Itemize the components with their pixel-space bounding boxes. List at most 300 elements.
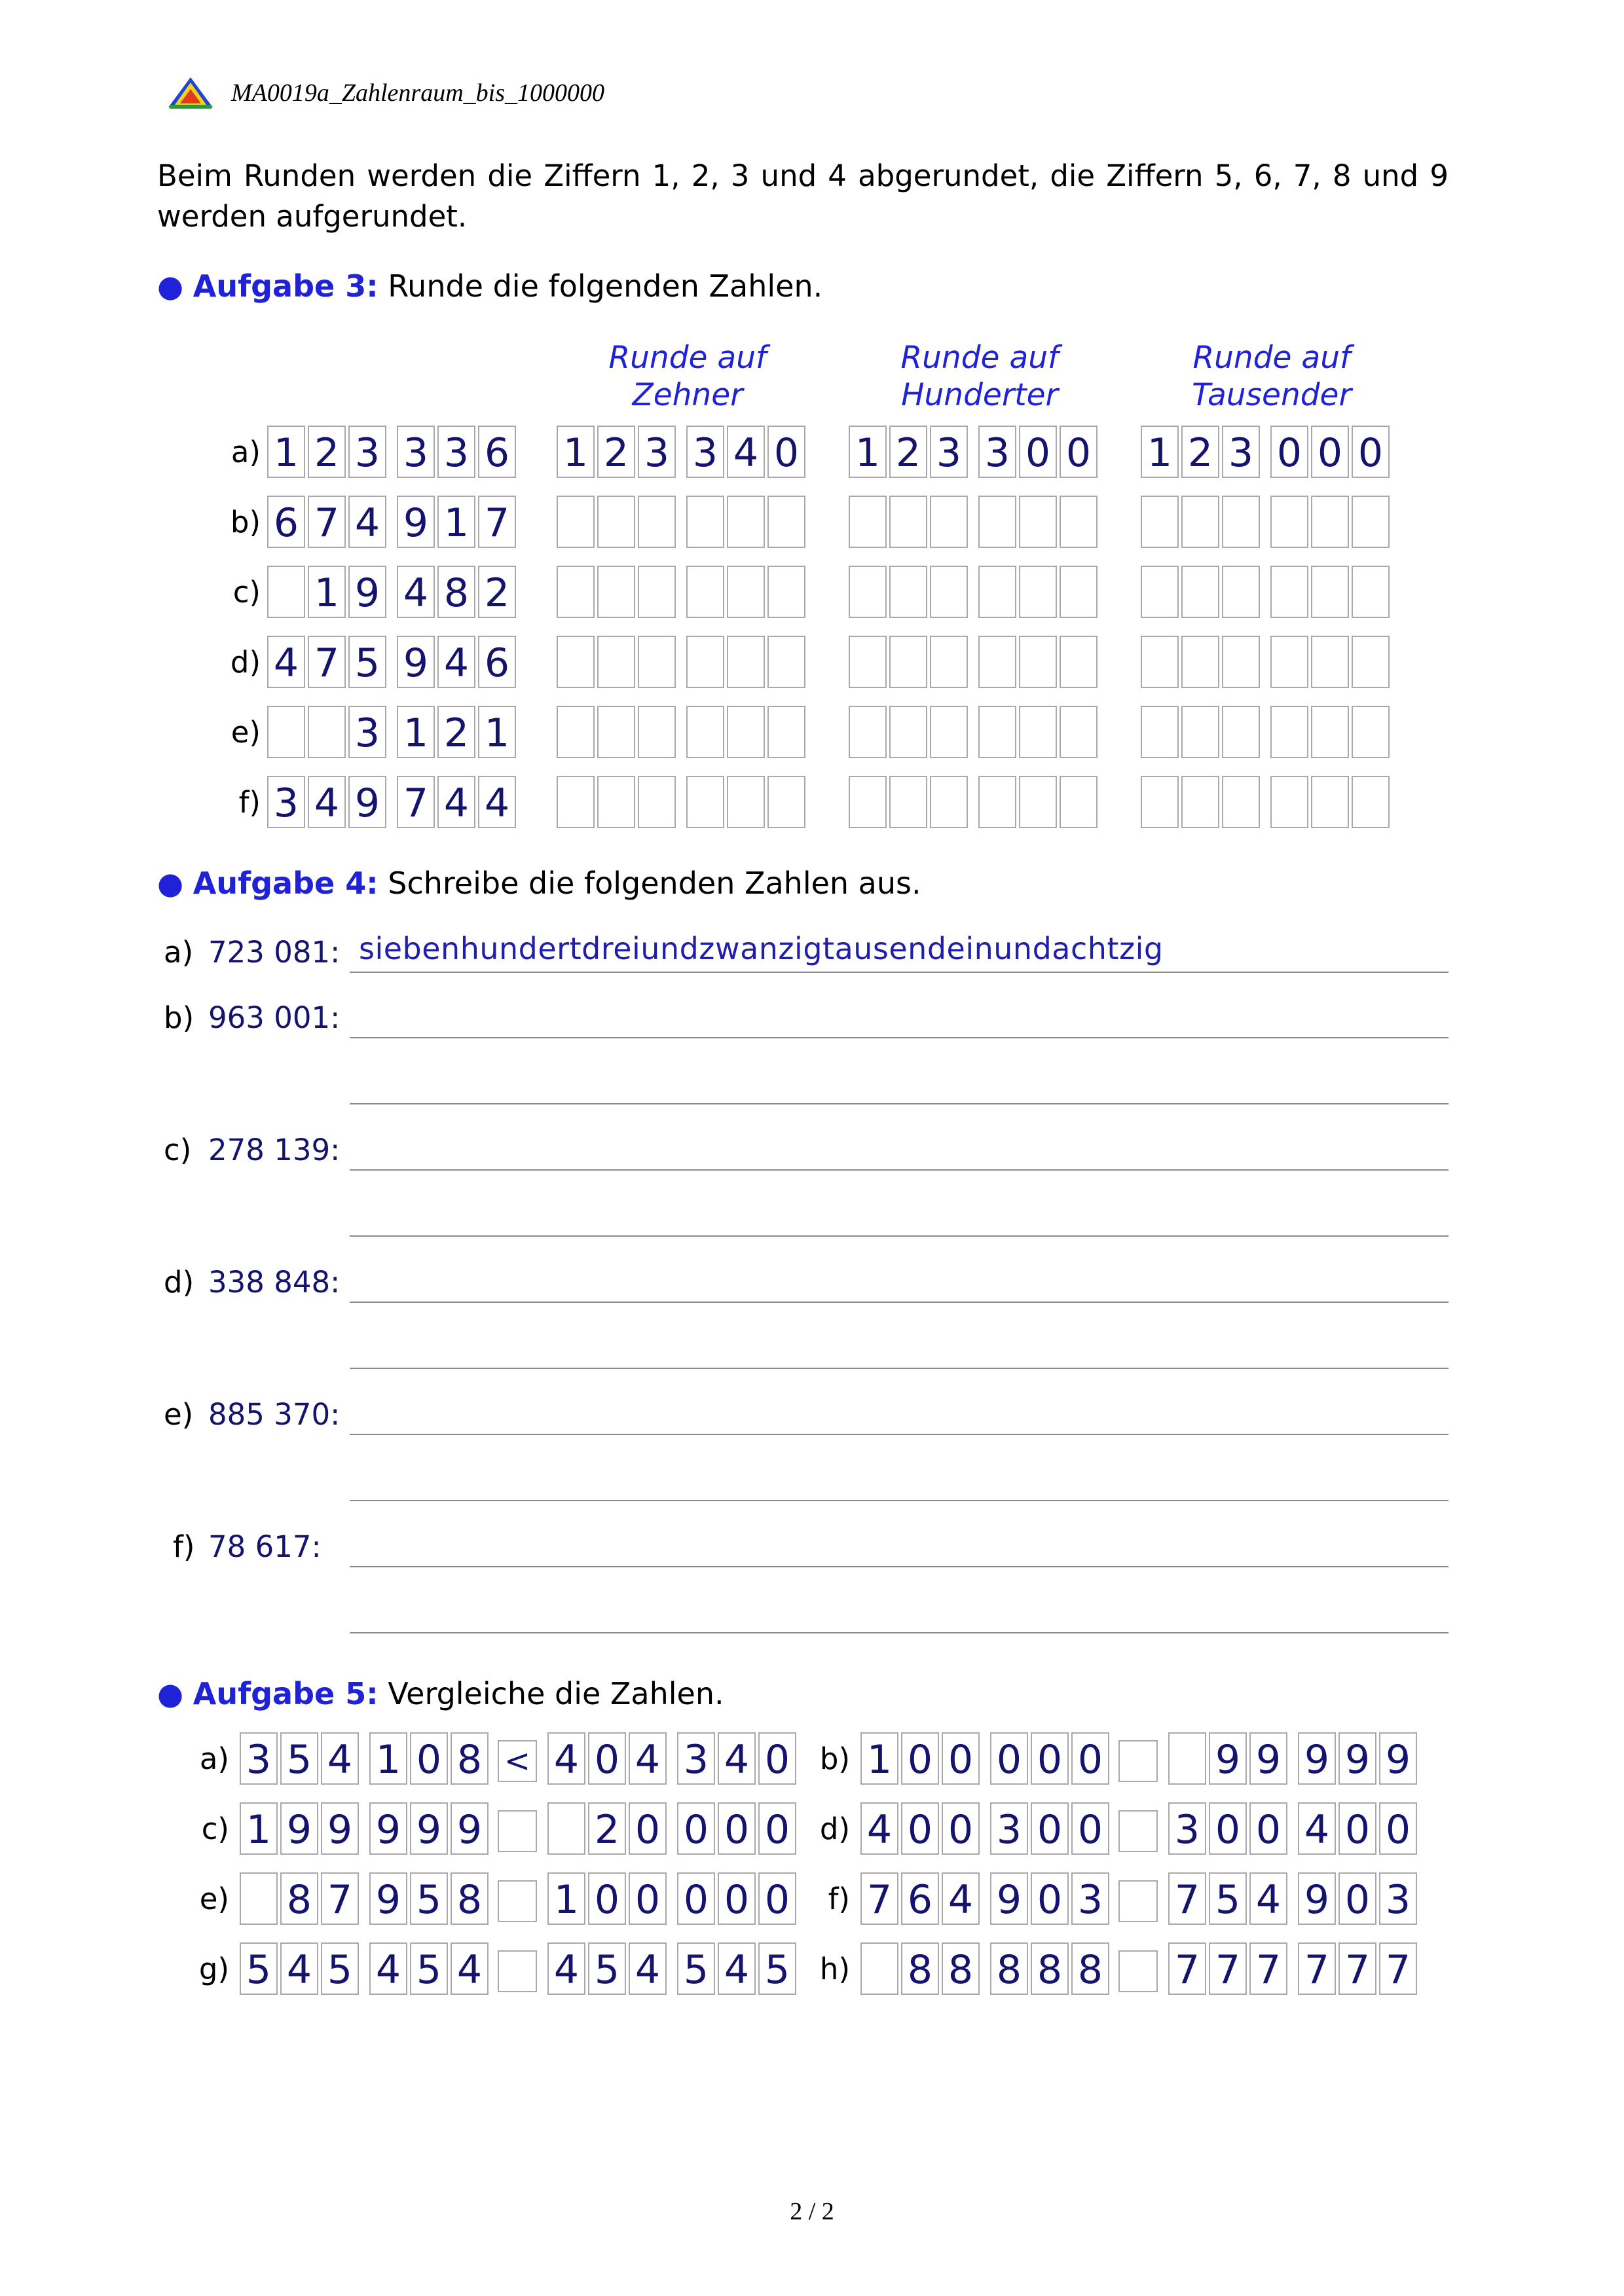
task3-zehner-digit-cell[interactable] — [767, 636, 805, 688]
task5-left-digit-cell: 4 — [451, 1942, 489, 1995]
task3-hunderter-digit-cell[interactable] — [978, 496, 1016, 548]
task4-row-label: b) — [164, 1000, 194, 1035]
task3-tausender-digit-cell[interactable] — [1270, 636, 1308, 688]
task3-tausender-digit-cell[interactable] — [1141, 566, 1179, 618]
task3-zehner-digit-cell[interactable]: 2 — [597, 426, 635, 478]
task3-zehner-digit-cell[interactable] — [597, 496, 635, 548]
task3-tausender-digit-cell[interactable] — [1181, 706, 1219, 758]
task3-hunderter-digit-cell[interactable] — [978, 776, 1016, 828]
task3-bullet: ● — [157, 268, 184, 304]
task3-zehner-digit-cell[interactable] — [638, 706, 676, 758]
task3-tausender-digit-cell[interactable] — [1222, 636, 1260, 688]
task3-tausender-digit-cell[interactable]: 2 — [1181, 426, 1219, 478]
task3-zehner-digit-cell[interactable] — [727, 636, 765, 688]
task5-left-digit-cell: 8 — [901, 1942, 939, 1995]
task3-hunderter-digit-cell[interactable] — [1060, 566, 1098, 618]
task4-row-label: f) — [173, 1529, 195, 1564]
task5-left-digit-cell: 9 — [990, 1872, 1028, 1925]
task3-tausender-digit-cell[interactable] — [1181, 566, 1219, 618]
task5-row-label: h) — [819, 1952, 850, 1986]
task3-given-digit-cell: 2 — [308, 426, 346, 478]
task4-write-line[interactable] — [350, 1103, 1449, 1104]
task3-hunderter-digit-cell[interactable] — [849, 776, 887, 828]
task5-left-digit-cell: 0 — [942, 1802, 980, 1855]
task3-hunderter-digit-cell[interactable] — [930, 496, 968, 548]
task3-row-label: f) — [238, 785, 261, 820]
task3-zehner-digit-cell[interactable] — [727, 496, 765, 548]
task5-right-digit-cell: 3 — [1379, 1872, 1417, 1925]
task3-given-digit-cell: 2 — [437, 706, 475, 758]
task4-number: 885 370: — [208, 1397, 341, 1432]
task5-left-digit-cell: 4 — [369, 1942, 407, 1995]
task3-zehner-digit-cell[interactable] — [597, 636, 635, 688]
task3-given-digit-cell: 7 — [397, 776, 435, 828]
task5-right-digit-cell: 4 — [1298, 1802, 1336, 1855]
task3-given-digit-cell: 9 — [348, 776, 386, 828]
task4-write-line[interactable] — [350, 1632, 1449, 1633]
task5-right-digit-cell: 2 — [588, 1802, 626, 1855]
task5-right-digit-cell: 0 — [1338, 1802, 1376, 1855]
task4-number: 78 617: — [208, 1529, 322, 1564]
task5-left-digit-cell: 8 — [451, 1872, 489, 1925]
task5-left-digit-cell: 9 — [451, 1802, 489, 1855]
task3-row-label: d) — [230, 645, 261, 680]
task5-left-digit-cell: 0 — [410, 1732, 448, 1785]
task5-instruction: Vergleiche die Zahlen. — [388, 1676, 724, 1711]
task5-left-digit-cell — [860, 1942, 898, 1995]
task3-hunderter-digit-cell[interactable] — [1019, 636, 1057, 688]
task3-hunderter-digit-cell[interactable] — [978, 636, 1016, 688]
task5-right-digit-cell: 4 — [1249, 1872, 1287, 1925]
task3-given-digit-cell: 3 — [437, 426, 475, 478]
task5-right-digit-cell: 7 — [1298, 1942, 1336, 1995]
task5-sign-box[interactable] — [1118, 1810, 1158, 1852]
task5-right-digit-cell: 0 — [718, 1802, 756, 1855]
task4-number: 338 848: — [208, 1265, 341, 1300]
task3-zehner-digit-cell[interactable] — [557, 636, 595, 688]
task4-write-line[interactable] — [350, 1434, 1449, 1435]
task3-zehner-digit-cell[interactable] — [557, 496, 595, 548]
task5-sign-box[interactable] — [498, 1950, 537, 1992]
task3-zehner-digit-cell[interactable] — [557, 706, 595, 758]
task3-zehner-digit-cell[interactable] — [557, 776, 595, 828]
task3-zehner-digit-cell[interactable] — [727, 706, 765, 758]
task3-tausender-digit-cell[interactable] — [1141, 496, 1179, 548]
task4-write-line[interactable] — [350, 1235, 1449, 1237]
task5-right-digit-cell: 9 — [1298, 1872, 1336, 1925]
task5-right-digit-cell: 5 — [1209, 1872, 1247, 1925]
task5-right-digit-cell: 7 — [1379, 1942, 1417, 1995]
task3-zehner-digit-cell[interactable] — [686, 636, 724, 688]
task3-tausender-digit-cell[interactable] — [1141, 636, 1179, 688]
task3-zehner-digit-cell[interactable] — [557, 566, 595, 618]
task3-row-label: b) — [230, 505, 261, 539]
task5-right-digit-cell — [547, 1802, 585, 1855]
task5-right-digit-cell: 7 — [1168, 1942, 1206, 1995]
task3-tausender-digit-cell[interactable] — [1181, 776, 1219, 828]
task5-right-digit-cell: 0 — [629, 1872, 667, 1925]
task3-given-digit-cell: 2 — [478, 566, 516, 618]
task3-tausender-digit-cell[interactable] — [1311, 566, 1349, 618]
task5-bullet: ● — [157, 1676, 184, 1711]
task5-left-digit-cell: 0 — [1071, 1802, 1109, 1855]
task3-tausender-digit-cell[interactable]: 0 — [1311, 426, 1349, 478]
task5-right-digit-cell: 5 — [677, 1942, 715, 1995]
task3-zehner-digit-cell[interactable] — [727, 776, 765, 828]
task5-left-digit-cell: 8 — [1031, 1942, 1069, 1995]
task3-tausender-digit-cell[interactable] — [1311, 776, 1349, 828]
task5-right-digit-cell: 7 — [1249, 1942, 1287, 1995]
task4-row-label: a) — [164, 935, 194, 970]
task5-left-digit-cell: 0 — [990, 1732, 1028, 1785]
task3-given-digit-cell: 4 — [478, 776, 516, 828]
task5-left-digit-cell: 9 — [410, 1802, 448, 1855]
task3-hunderter-digit-cell[interactable]: 3 — [978, 426, 1016, 478]
task5-row-label: e) — [199, 1882, 229, 1916]
task5-right-digit-cell: 0 — [1379, 1802, 1417, 1855]
task3-tausender-digit-cell[interactable] — [1222, 776, 1260, 828]
task3-tausender-digit-cell[interactable] — [1181, 636, 1219, 688]
task3-given-digit-cell: 5 — [348, 636, 386, 688]
task3-tausender-digit-cell[interactable]: 0 — [1352, 426, 1390, 478]
task3-tausender-digit-cell[interactable]: 3 — [1222, 426, 1260, 478]
task3-zehner-digit-cell[interactable] — [638, 636, 676, 688]
task3-zehner-digit-cell[interactable]: 1 — [557, 426, 595, 478]
task3-given-digit-cell: 6 — [478, 636, 516, 688]
task5-row-label: g) — [198, 1952, 229, 1986]
task3-title — [157, 268, 822, 304]
task5-left-digit-cell: 5 — [410, 1942, 448, 1995]
task3-hunderter-digit-cell[interactable] — [849, 636, 887, 688]
task5-right-digit-cell: 0 — [629, 1802, 667, 1855]
task5-right-digit-cell: 9 — [1209, 1732, 1247, 1785]
task3-hunderter-digit-cell[interactable] — [1019, 496, 1057, 548]
task4-number: 963 001: — [208, 1000, 341, 1035]
task5-right-digit-cell: 4 — [718, 1942, 756, 1995]
task5-left-digit-cell: 9 — [369, 1872, 407, 1925]
task5-sign-box[interactable]: < — [498, 1740, 537, 1782]
task5-right-digit-cell: 0 — [1209, 1802, 1247, 1855]
task3-zehner-digit-cell[interactable] — [686, 776, 724, 828]
task3-label: Aufgabe 3: — [193, 268, 378, 304]
task3-given-digit-cell: 1 — [437, 496, 475, 548]
task3-zehner-digit-cell[interactable] — [767, 496, 805, 548]
task4-instruction: Schreibe die folgenden Zahlen aus. — [388, 866, 921, 901]
task5-sign-box[interactable] — [498, 1810, 537, 1852]
task3-given-digit-cell: 3 — [348, 706, 386, 758]
col-header-hunderter: Runde auf Hunderter — [900, 340, 1059, 413]
task5-left-digit-cell: 8 — [1071, 1942, 1109, 1995]
task3-hunderter-digit-cell[interactable] — [849, 706, 887, 758]
task3-tausender-digit-cell[interactable] — [1311, 636, 1349, 688]
task3-hunderter-digit-cell[interactable] — [1060, 706, 1098, 758]
task4-write-line[interactable] — [350, 1037, 1449, 1038]
task3-tausender-digit-cell[interactable] — [1222, 566, 1260, 618]
task3-zehner-digit-cell[interactable] — [638, 566, 676, 618]
task3-hunderter-digit-cell[interactable] — [1060, 776, 1098, 828]
task4-row-label: d) — [164, 1265, 194, 1300]
task3-zehner-digit-cell[interactable] — [686, 566, 724, 618]
col-header-zehner: Runde auf Zehner — [608, 340, 767, 413]
task3-hunderter-digit-cell[interactable]: 1 — [849, 426, 887, 478]
task3-tausender-digit-cell[interactable] — [1352, 776, 1390, 828]
task5-right-digit-cell: 4 — [547, 1942, 585, 1995]
task3-tausender-digit-cell[interactable] — [1222, 496, 1260, 548]
page-number: 2 / 2 — [790, 2198, 834, 2225]
task5-left-digit-cell: 0 — [1031, 1872, 1069, 1925]
task3-tausender-digit-cell[interactable] — [1270, 566, 1308, 618]
task3-given-digit-cell: 4 — [348, 496, 386, 548]
task5-sign-box[interactable] — [498, 1880, 537, 1922]
task3-given-digit-cell: 7 — [478, 496, 516, 548]
task4-row-label: e) — [164, 1397, 194, 1432]
task3-given-digit-cell — [267, 566, 305, 618]
task5-left-digit-cell: 3 — [1071, 1872, 1109, 1925]
task4-label: Aufgabe 4: — [193, 866, 378, 901]
task3-given-digit-cell: 8 — [437, 566, 475, 618]
document-title: MA0019a_Zahlenraum_bis_1000000 — [231, 79, 604, 107]
task3-hunderter-digit-cell[interactable] — [1060, 496, 1098, 548]
task5-right-digit-cell: 0 — [1249, 1802, 1287, 1855]
task3-given-digit-cell: 6 — [478, 426, 516, 478]
task3-hunderter-digit-cell[interactable]: 0 — [1019, 426, 1057, 478]
task3-zehner-digit-cell[interactable]: 3 — [686, 426, 724, 478]
task3-given-digit-cell: 1 — [478, 706, 516, 758]
task5-left-digit-cell: 0 — [942, 1732, 980, 1785]
task3-zehner-digit-cell[interactable] — [638, 776, 676, 828]
task5-left-digit-cell: 4 — [860, 1802, 898, 1855]
task3-hunderter-digit-cell[interactable] — [1019, 776, 1057, 828]
task3-hunderter-digit-cell[interactable] — [849, 566, 887, 618]
task3-given-digit-cell: 1 — [267, 426, 305, 478]
task5-right-digit-cell: 0 — [588, 1872, 626, 1925]
task3-zehner-digit-cell[interactable] — [727, 566, 765, 618]
task3-tausender-digit-cell[interactable] — [1311, 496, 1349, 548]
task3-given-digit-cell: 1 — [397, 706, 435, 758]
task3-hunderter-digit-cell[interactable] — [849, 496, 887, 548]
task5-left-digit-cell: 7 — [860, 1872, 898, 1925]
task5-left-digit-cell: 6 — [901, 1872, 939, 1925]
task5-right-digit-cell — [1168, 1732, 1206, 1785]
task5-right-digit-cell: 1 — [547, 1872, 585, 1925]
task3-zehner-digit-cell[interactable] — [686, 496, 724, 548]
task5-left-digit-cell: 9 — [369, 1802, 407, 1855]
task3-given-digit-cell: 4 — [397, 566, 435, 618]
task5-left-digit-cell: 4 — [280, 1942, 318, 1995]
task5-left-digit-cell: 4 — [942, 1872, 980, 1925]
task5-right-digit-cell: 0 — [588, 1732, 626, 1785]
task3-given-digit-cell: 7 — [308, 496, 346, 548]
task3-zehner-digit-cell[interactable]: 4 — [727, 426, 765, 478]
task3-tausender-digit-cell[interactable] — [1141, 706, 1179, 758]
task3-given-digit-cell: 3 — [397, 426, 435, 478]
task3-given-digit-cell: 6 — [267, 496, 305, 548]
task5-left-digit-cell: 8 — [990, 1942, 1028, 1995]
task5-right-digit-cell: 9 — [1249, 1732, 1287, 1785]
task3-tausender-digit-cell[interactable] — [1222, 706, 1260, 758]
task5-left-digit-cell: 8 — [451, 1732, 489, 1785]
task5-left-digit-cell: 0 — [1071, 1732, 1109, 1785]
task3-hunderter-digit-cell[interactable] — [930, 776, 968, 828]
task5-left-digit-cell: 5 — [280, 1732, 318, 1785]
task4-row-label: c) — [164, 1133, 192, 1167]
task5-left-digit-cell: 9 — [280, 1802, 318, 1855]
task5-sign-box[interactable] — [1118, 1880, 1158, 1922]
task3-given-digit-cell: 4 — [267, 636, 305, 688]
task4-number: 723 081: — [208, 935, 341, 970]
task5-left-digit-cell: 0 — [1031, 1802, 1069, 1855]
task5-right-digit-cell: 5 — [588, 1942, 626, 1995]
task4-write-line[interactable] — [350, 972, 1449, 973]
task5-left-digit-cell: 5 — [410, 1872, 448, 1925]
task3-hunderter-digit-cell[interactable] — [1060, 636, 1098, 688]
task3-given-digit-cell: 7 — [308, 636, 346, 688]
task4-title — [157, 866, 921, 901]
task3-hunderter-digit-cell[interactable]: 2 — [889, 426, 927, 478]
task3-hunderter-digit-cell[interactable] — [978, 706, 1016, 758]
task3-hunderter-digit-cell[interactable] — [889, 706, 927, 758]
task3-tausender-digit-cell[interactable] — [1270, 496, 1308, 548]
task5-left-digit-cell: 0 — [1031, 1732, 1069, 1785]
task3-tausender-digit-cell[interactable] — [1352, 706, 1390, 758]
task3-hunderter-digit-cell[interactable] — [889, 566, 927, 618]
task3-zehner-digit-cell[interactable] — [597, 566, 635, 618]
task5-sign-box[interactable] — [1118, 1740, 1158, 1782]
task3-hunderter-digit-cell[interactable] — [889, 776, 927, 828]
task5-left-digit-cell: 5 — [321, 1942, 359, 1995]
task3-given-digit-cell — [267, 706, 305, 758]
task5-right-digit-cell: 0 — [1338, 1872, 1376, 1925]
task3-given-digit-cell: 4 — [437, 636, 475, 688]
task3-hunderter-digit-cell[interactable] — [889, 496, 927, 548]
logo-icon — [167, 76, 214, 110]
task4-write-line[interactable] — [350, 1169, 1449, 1171]
task3-zehner-digit-cell[interactable] — [597, 706, 635, 758]
task4-number: 278 139: — [208, 1133, 341, 1167]
task4-answer: siebenhundertdreiundzwanzigtausendeinundachtzig — [359, 931, 1164, 966]
task3-tausender-digit-cell[interactable] — [1181, 496, 1219, 548]
task3-row-label: e) — [231, 715, 261, 750]
task3-given-digit-cell: 4 — [437, 776, 475, 828]
task5-right-digit-cell: 0 — [758, 1872, 796, 1925]
task5-left-digit-cell: 1 — [240, 1802, 278, 1855]
task3-given-digit-cell: 9 — [397, 636, 435, 688]
task5-right-digit-cell: 7 — [1338, 1942, 1376, 1995]
col-header-tausender: Runde auf Tausender — [1192, 340, 1352, 413]
task4-write-line[interactable] — [350, 1500, 1449, 1501]
task4-write-line[interactable] — [350, 1302, 1449, 1303]
task5-right-digit-cell: 7 — [1209, 1942, 1247, 1995]
task5-left-digit-cell: 7 — [321, 1872, 359, 1925]
task5-right-digit-cell: 9 — [1338, 1732, 1376, 1785]
task5-left-digit-cell: 3 — [990, 1802, 1028, 1855]
task5-title — [157, 1676, 724, 1711]
task3-zehner-digit-cell[interactable]: 0 — [767, 426, 805, 478]
task3-hunderter-digit-cell[interactable] — [978, 566, 1016, 618]
task5-right-digit-cell: 0 — [758, 1802, 796, 1855]
task3-tausender-digit-cell[interactable]: 1 — [1141, 426, 1179, 478]
task5-sign-box[interactable] — [1118, 1950, 1158, 1992]
task5-left-digit-cell: 0 — [901, 1802, 939, 1855]
task3-zehner-digit-cell[interactable]: 3 — [638, 426, 676, 478]
task5-row-label: d) — [819, 1812, 850, 1846]
task3-instruction: Runde die folgenden Zahlen. — [388, 268, 823, 304]
task3-zehner-digit-cell[interactable] — [686, 706, 724, 758]
task3-row-label: a) — [231, 435, 261, 469]
task5-left-digit-cell: 0 — [901, 1732, 939, 1785]
task5-left-digit-cell: 5 — [240, 1942, 278, 1995]
task3-tausender-digit-cell[interactable] — [1141, 776, 1179, 828]
task5-right-digit-cell: 4 — [629, 1732, 667, 1785]
task3-zehner-digit-cell[interactable] — [767, 776, 805, 828]
task5-left-digit-cell: 8 — [942, 1942, 980, 1995]
task3-hunderter-digit-cell[interactable]: 3 — [930, 426, 968, 478]
task3-given-digit-cell — [308, 706, 346, 758]
task3-tausender-digit-cell[interactable]: 0 — [1270, 426, 1308, 478]
task3-zehner-digit-cell[interactable] — [767, 566, 805, 618]
task5-right-digit-cell: 0 — [677, 1802, 715, 1855]
task3-tausender-digit-cell[interactable] — [1270, 706, 1308, 758]
task5-right-digit-cell: 7 — [1168, 1872, 1206, 1925]
task5-right-digit-cell: 3 — [677, 1732, 715, 1785]
task4-write-line[interactable] — [350, 1566, 1449, 1567]
task5-right-digit-cell: 0 — [677, 1872, 715, 1925]
task5-row-label: f) — [828, 1882, 850, 1916]
task5-left-digit-cell: 1 — [369, 1732, 407, 1785]
task4-bullet: ● — [157, 866, 184, 901]
task5-right-digit-cell: 0 — [758, 1732, 796, 1785]
intro-text: Beim Runden werden die Ziffern 1, 2, 3 und 4 abgerundet, die Ziffern 5, 6, 7, 8 und 9 werden aufgerundet. — [157, 158, 1449, 234]
task5-label: Aufgabe 5: — [193, 1676, 378, 1711]
task5-left-digit-cell: 8 — [280, 1872, 318, 1925]
task5-right-digit-cell: 0 — [718, 1872, 756, 1925]
task5-left-digit-cell: 4 — [321, 1732, 359, 1785]
task3-tausender-digit-cell[interactable] — [1352, 496, 1390, 548]
task3-tausender-digit-cell[interactable] — [1311, 706, 1349, 758]
task5-left-digit-cell — [240, 1872, 278, 1925]
task3-hunderter-digit-cell[interactable] — [889, 636, 927, 688]
task3-hunderter-digit-cell[interactable] — [1019, 706, 1057, 758]
task3-tausender-digit-cell[interactable] — [1352, 566, 1390, 618]
task5-right-digit-cell: 4 — [629, 1942, 667, 1995]
task5-right-digit-cell: 3 — [1168, 1802, 1206, 1855]
task3-row-label: c) — [232, 575, 261, 610]
task4-write-line[interactable] — [350, 1368, 1449, 1369]
task3-hunderter-digit-cell[interactable] — [930, 636, 968, 688]
task5-left-digit-cell: 3 — [240, 1732, 278, 1785]
task3-zehner-digit-cell[interactable] — [767, 706, 805, 758]
task3-tausender-digit-cell[interactable] — [1270, 776, 1308, 828]
task5-right-digit-cell: 5 — [758, 1942, 796, 1995]
task3-given-digit-cell: 9 — [348, 566, 386, 618]
task5-right-digit-cell: 4 — [718, 1732, 756, 1785]
task5-right-digit-cell: 9 — [1379, 1732, 1417, 1785]
task3-hunderter-digit-cell[interactable]: 0 — [1060, 426, 1098, 478]
task5-left-digit-cell: 9 — [321, 1802, 359, 1855]
task3-hunderter-digit-cell[interactable] — [1019, 566, 1057, 618]
task3-given-digit-cell: 1 — [308, 566, 346, 618]
task3-zehner-digit-cell[interactable] — [597, 776, 635, 828]
task3-zehner-digit-cell[interactable] — [638, 496, 676, 548]
task5-right-digit-cell: 4 — [547, 1732, 585, 1785]
task5-row-label: b) — [819, 1741, 850, 1776]
task5-left-digit-cell: 1 — [860, 1732, 898, 1785]
task3-given-digit-cell: 3 — [348, 426, 386, 478]
task3-given-digit-cell: 4 — [308, 776, 346, 828]
task3-tausender-digit-cell[interactable] — [1352, 636, 1390, 688]
task3-hunderter-digit-cell[interactable] — [930, 566, 968, 618]
task3-hunderter-digit-cell[interactable] — [930, 706, 968, 758]
